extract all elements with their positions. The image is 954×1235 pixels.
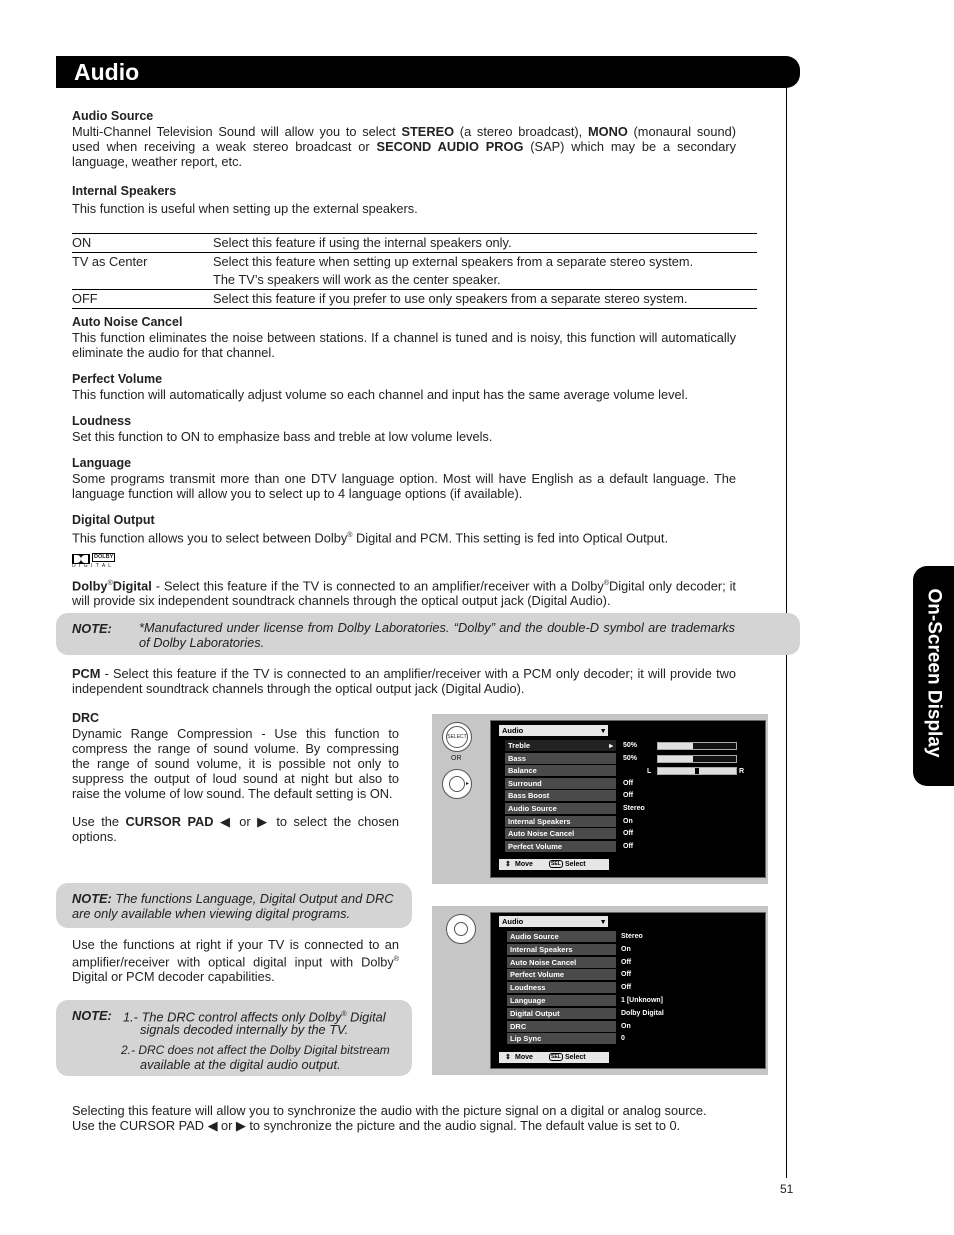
move-arrows-icon: ⇕ bbox=[505, 861, 511, 868]
use-functions-text: Use the functions at right if your TV is connected to an amplifier/receiver with optical digital input with Dolby® Digital or PCM decoder capabilities. bbox=[72, 937, 399, 985]
section-side-tab bbox=[913, 566, 954, 786]
bass-level-bar[interactable] bbox=[657, 755, 737, 763]
menu-value: Off bbox=[621, 984, 632, 992]
osd-screenshot-1 bbox=[432, 714, 768, 884]
menu-item[interactable]: Audio Source bbox=[507, 931, 616, 942]
menu-item[interactable]: Auto Noise Cancel bbox=[507, 957, 616, 968]
digital-only-note-box bbox=[56, 883, 412, 928]
speaker-options-table bbox=[72, 233, 757, 309]
menu-value: On bbox=[623, 817, 633, 825]
menu-value: Dolby Digital bbox=[621, 1009, 664, 1017]
note3-line1: 1.- The DRC control affects only Dolby® Digital bbox=[123, 1009, 386, 1025]
balance-slider[interactable] bbox=[657, 767, 737, 775]
menu-value: Stereo bbox=[623, 805, 645, 812]
menu-item[interactable]: Lip Sync bbox=[507, 1033, 616, 1044]
menu-value: 0 bbox=[621, 1035, 625, 1043]
chevron-down-icon: ▾ bbox=[601, 726, 605, 735]
language-body: Some programs transmit more than one DTV language option. Most will have English as a default language. The language function will allow you to select up to 4 language options (if available). bbox=[72, 471, 736, 501]
note3-line3: 2.- DRC does not affect the Dolby Digital bitstream bbox=[121, 1043, 390, 1057]
menu-item[interactable]: Audio Source bbox=[505, 803, 616, 814]
table-row bbox=[72, 234, 757, 253]
dolby-logo-text: DOLBY bbox=[94, 554, 114, 560]
sel-icon: SEL bbox=[551, 861, 561, 867]
page-title-bar bbox=[56, 56, 800, 88]
menu-value: Stereo bbox=[621, 933, 643, 940]
note-label: NOTE: bbox=[72, 621, 112, 636]
dolby-logo bbox=[72, 552, 122, 570]
drc-heading: DRC bbox=[72, 711, 100, 725]
sel-icon: SEL bbox=[551, 1054, 561, 1060]
balance-right-label: R bbox=[739, 768, 745, 775]
move-arrows-icon: ⇕ bbox=[505, 1054, 511, 1061]
drc-body: Dynamic Range Compression - Use this function to compress the range of sound volume. By compressing the range of sound volume, it is possible not only to suppress the output of loud sound at night but also to raise the volume of low sound. The default setting is ON. bbox=[72, 726, 399, 801]
treble-level-bar[interactable] bbox=[657, 742, 737, 750]
page-number: 51 bbox=[780, 1182, 794, 1196]
note3-line4: available at the digital audio output. bbox=[140, 1057, 341, 1072]
lipsync-text-1: Selecting this feature will allow you to synchronize the audio with the picture signal on a digital or analog source. bbox=[72, 1103, 707, 1118]
loudness-heading: Loudness bbox=[72, 414, 132, 428]
menu-item[interactable]: Bass bbox=[505, 753, 616, 764]
menu-value: 50% bbox=[623, 754, 638, 762]
internal-speakers-body: This function is useful when setting up the external speakers. bbox=[72, 201, 418, 216]
menu-value: 1 [Unknown] bbox=[621, 997, 663, 1004]
menu-item[interactable]: Auto Noise Cancel bbox=[505, 828, 616, 839]
menu-value: Off bbox=[621, 971, 632, 979]
menu-value: Off bbox=[623, 792, 634, 800]
menu-value: Off bbox=[623, 830, 634, 838]
auto-noise-heading: Auto Noise Cancel bbox=[72, 315, 183, 329]
pcm-desc: PCM - Select this feature if the TV is connected to an amplifier/receiver with a PCM only decoder; it will provide two independent soundtrack channels through the optical output jack (Digital Audio). bbox=[72, 666, 736, 696]
menu-item[interactable]: Perfect Volume bbox=[505, 841, 616, 852]
perfect-volume-body: This function will automatically adjust volume so each channel and input has the same average volume level. bbox=[72, 387, 689, 402]
menu-item[interactable]: Digital Output bbox=[507, 1008, 616, 1019]
desc-cell: The TV’s speakers will work as the center speaker. bbox=[213, 272, 501, 287]
language-heading: Language bbox=[72, 456, 132, 470]
dolby-logo-subtext: D I G I T A L bbox=[72, 563, 113, 569]
menu-value: 50% bbox=[623, 742, 638, 749]
digital-output-heading: Digital Output bbox=[72, 513, 155, 527]
page-title: Audio bbox=[74, 59, 140, 85]
chevron-down-icon: ▾ bbox=[601, 917, 605, 926]
menu-item[interactable]: Loudness bbox=[507, 982, 616, 993]
menu-item[interactable]: Bass Boost bbox=[505, 790, 616, 801]
menu-title: Audio ▾ bbox=[499, 916, 608, 927]
dolby-note-box bbox=[56, 613, 800, 655]
audio-source-heading: Audio Source bbox=[72, 109, 154, 123]
menu-value: Off bbox=[623, 842, 634, 850]
note2-text: NOTE: The functions Language, Digital Output and DRC are only available when viewing digital programs. bbox=[72, 891, 394, 921]
option-cell: TV as Center bbox=[72, 253, 213, 272]
or-label: OR bbox=[451, 755, 462, 762]
menu-footer: ⇕ Move SEL Select bbox=[499, 859, 609, 870]
double-d-icon bbox=[72, 552, 90, 562]
menu-item[interactable]: Language bbox=[507, 995, 616, 1006]
table-row bbox=[72, 253, 757, 272]
osd-menu-1 bbox=[490, 720, 766, 878]
audio-source-body: Multi-Channel Television Sound will allow you to select STEREO (a stereo broadcast), MONO (monaural sound) used when receiving a weak stereo broadcast or SECOND AUDIO PROG (SAP) which may be a secondary language, weather report, etc. bbox=[72, 124, 737, 169]
menu-item[interactable]: DRC bbox=[507, 1021, 616, 1032]
menu-value: On bbox=[621, 945, 631, 953]
select-button-icon: SELECT bbox=[442, 722, 472, 752]
table-row bbox=[72, 271, 757, 290]
balance-knob[interactable] bbox=[695, 768, 699, 774]
menu-item[interactable]: Surround bbox=[505, 778, 616, 789]
internal-speakers-heading: Internal Speakers bbox=[72, 184, 177, 198]
lipsync-text-2: Use the CURSOR PAD ◀ or ▶ to synchronize the picture and the audio signal. The default value is set to 0. bbox=[72, 1118, 681, 1133]
menu-item[interactable]: Internal Speakers bbox=[505, 816, 616, 827]
balance-left-label: L bbox=[647, 768, 652, 775]
menu-value: Off bbox=[623, 779, 634, 787]
loudness-body: Set this function to ON to emphasize bass and treble at low volume levels. bbox=[72, 429, 493, 444]
osd-menu-2 bbox=[490, 912, 766, 1069]
side-tab-label: On-Screen Display bbox=[923, 588, 945, 758]
cursor-pad-icon: ▸ bbox=[442, 769, 472, 799]
digital-output-body: This function allows you to select between Dolby® Digital and PCM. This setting is fed into Optical Output. bbox=[72, 530, 669, 546]
perfect-volume-heading: Perfect Volume bbox=[72, 372, 163, 386]
menu-title: Audio ▾ bbox=[499, 725, 608, 736]
option-cell: OFF bbox=[72, 290, 213, 309]
dolby-digital-desc: Dolby®Digital - Select this feature if the TV is connected to an amplifier/receiver with a Dolby®Digital only decoder; it will provide six independent soundtrack channels through the optical output jack (Digital Audio). bbox=[72, 578, 736, 609]
drc-usage: Use the CURSOR PAD ◀ or ▶ to select the chosen options. bbox=[72, 814, 399, 844]
note3-label: NOTE: bbox=[72, 1008, 112, 1023]
menu-item[interactable]: Internal Speakers bbox=[507, 944, 616, 955]
auto-noise-body: This function eliminates the noise between stations. If a channel is tuned and is noisy, this function will automatically eliminate the audio for that channel. bbox=[72, 330, 736, 360]
note3-line2: signals decoded internally by the TV. bbox=[140, 1022, 349, 1037]
option-cell: ON bbox=[72, 234, 213, 253]
menu-value: Off bbox=[621, 958, 632, 966]
menu-footer: ⇕ Move SEL Select bbox=[499, 1052, 609, 1063]
arrow-right-icon: ▸ bbox=[609, 741, 613, 750]
menu-item[interactable]: Balance bbox=[505, 765, 616, 776]
menu-value: On bbox=[621, 1022, 631, 1030]
drc-note-box bbox=[56, 1000, 412, 1076]
cursor-pad-icon bbox=[446, 914, 476, 944]
desc-cell: Select this feature when setting up external speakers from a separate stereo system. bbox=[213, 253, 757, 272]
menu-item[interactable]: Perfect Volume bbox=[507, 969, 616, 980]
osd-screenshot-2 bbox=[432, 906, 768, 1075]
table-row bbox=[72, 290, 757, 309]
desc-cell: Select this feature if you prefer to use only speakers from a separate stereo system. bbox=[213, 290, 757, 309]
option-cell bbox=[72, 271, 213, 290]
menu-item[interactable]: Treble ▸ bbox=[505, 740, 616, 751]
note-text: *Manufactured under license from Dolby Laboratories. “Dolby” and the double-D symbol are trademarks of Dolby Laboratories. bbox=[139, 620, 735, 650]
desc-cell: Select this feature if using the internal speakers only. bbox=[213, 234, 757, 253]
